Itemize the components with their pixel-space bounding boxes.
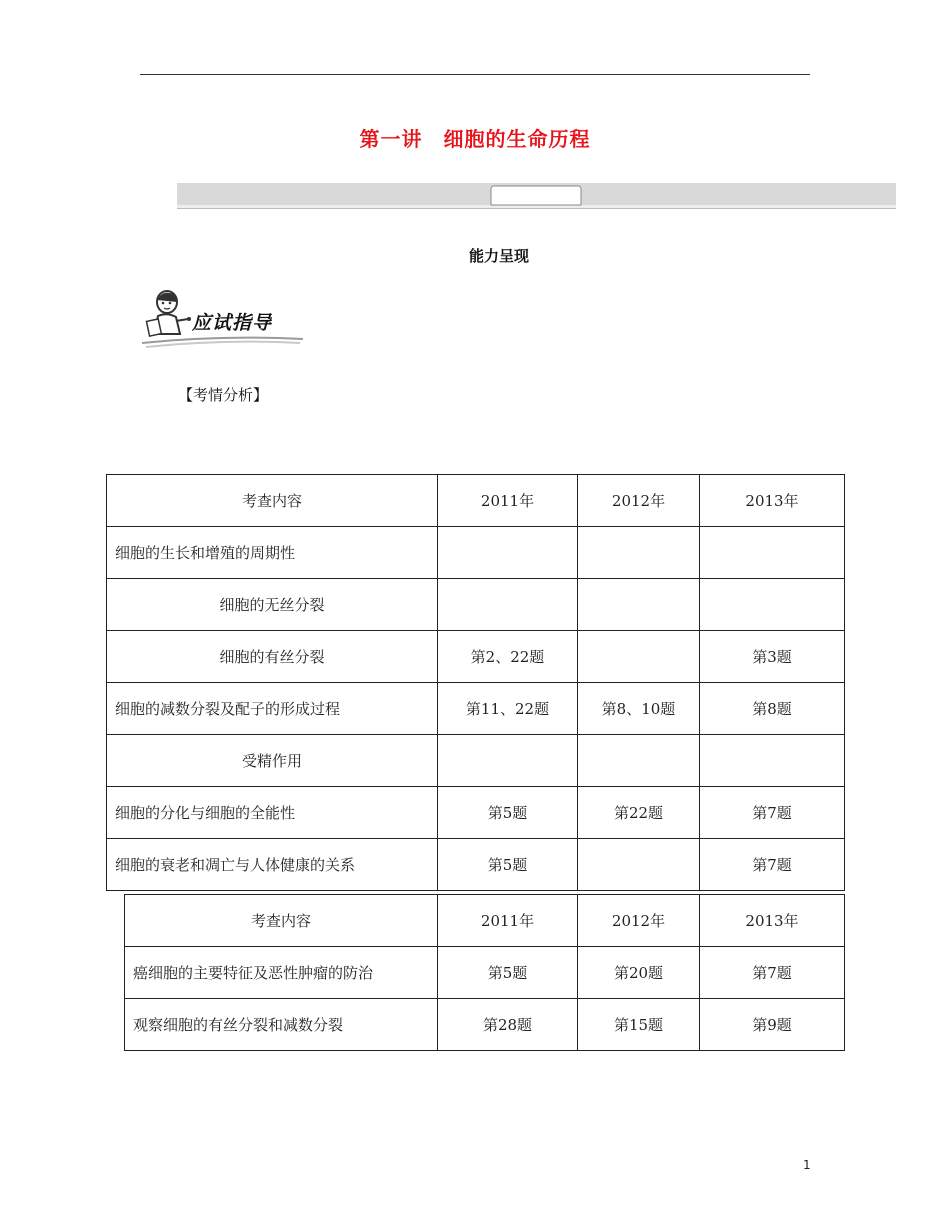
year-cell: 第7题	[700, 787, 845, 839]
section-subtitle: 能力呈现	[468, 247, 529, 265]
year-cell: 第22题	[578, 787, 700, 839]
year-cell: 第11、22题	[438, 683, 578, 735]
year-cell	[438, 579, 578, 631]
table-row	[107, 839, 845, 891]
year-cell	[578, 579, 700, 631]
table-row	[125, 999, 845, 1051]
header-cell: 2011年	[438, 475, 578, 527]
year-cell	[438, 735, 578, 787]
exam-analysis-table-continued	[124, 894, 845, 1051]
year-cell	[578, 631, 700, 683]
year-cell	[578, 527, 700, 579]
header-cell: 2012年	[578, 895, 700, 947]
year-cell	[700, 527, 845, 579]
table-header-row	[107, 475, 845, 527]
topic-cell: 受精作用	[107, 735, 438, 787]
page-number: 1	[803, 1158, 811, 1172]
year-cell	[700, 735, 845, 787]
year-cell: 第7题	[700, 839, 845, 891]
table-row	[107, 579, 845, 631]
year-cell: 第9题	[700, 999, 845, 1051]
table-row	[107, 735, 845, 787]
header-cell: 2013年	[700, 475, 845, 527]
topic-cell: 细胞的无丝分裂	[107, 579, 438, 631]
table-row	[125, 947, 845, 999]
year-cell: 第5题	[438, 947, 578, 999]
header-cell: 2013年	[700, 895, 845, 947]
year-cell: 第15题	[578, 999, 700, 1051]
guide-badge-text: 应试指导	[192, 312, 273, 334]
table-row	[107, 631, 845, 683]
year-cell: 第8、10题	[578, 683, 700, 735]
exam-guide-badge	[140, 288, 305, 350]
year-cell: 第3题	[700, 631, 845, 683]
table-header-row	[125, 895, 845, 947]
year-cell: 第28题	[438, 999, 578, 1051]
header-cell: 考查内容	[125, 895, 438, 947]
year-cell: 第2、22题	[438, 631, 578, 683]
year-cell	[438, 527, 578, 579]
year-cell	[578, 839, 700, 891]
topic-cell: 观察细胞的有丝分裂和减数分裂	[125, 999, 438, 1051]
topic-cell: 细胞的有丝分裂	[107, 631, 438, 683]
year-cell: 第20题	[578, 947, 700, 999]
header-cell: 2012年	[578, 475, 700, 527]
year-cell: 第5题	[438, 787, 578, 839]
table-row	[107, 787, 845, 839]
header-cell: 2011年	[438, 895, 578, 947]
year-cell	[700, 579, 845, 631]
year-cell: 第7题	[700, 947, 845, 999]
table-row	[107, 683, 845, 735]
top-rule	[140, 74, 810, 75]
topic-cell: 细胞的分化与细胞的全能性	[107, 787, 438, 839]
section-banner	[177, 183, 896, 210]
header-cell: 考查内容	[107, 475, 438, 527]
section-label: 【考情分析】	[178, 386, 269, 404]
table-row	[107, 527, 845, 579]
year-cell: 第5题	[438, 839, 578, 891]
year-cell: 第8题	[700, 683, 845, 735]
page-title: 第一讲 细胞的生命历程	[359, 127, 591, 151]
year-cell	[578, 735, 700, 787]
exam-analysis-table	[106, 474, 845, 891]
topic-cell: 细胞的生长和增殖的周期性	[107, 527, 438, 579]
topic-cell: 细胞的衰老和凋亡与人体健康的关系	[107, 839, 438, 891]
topic-cell: 癌细胞的主要特征及恶性肿瘤的防治	[125, 947, 438, 999]
topic-cell: 细胞的减数分裂及配子的形成过程	[107, 683, 438, 735]
